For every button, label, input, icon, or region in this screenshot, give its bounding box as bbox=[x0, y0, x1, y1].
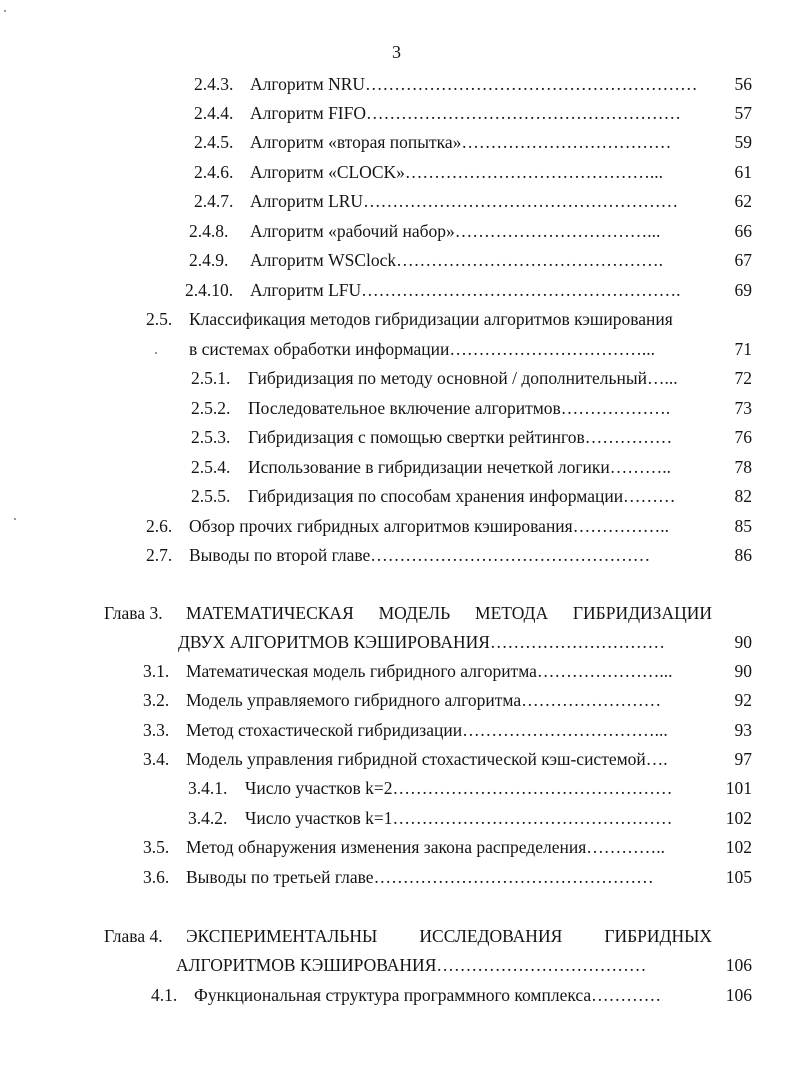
toc-entry bbox=[0, 278, 793, 302]
entry-page: 106 bbox=[725, 985, 752, 1005]
entry-number: 4.1. bbox=[151, 985, 178, 1005]
chapter-heading bbox=[0, 924, 793, 948]
entry-page: 56 bbox=[734, 74, 752, 94]
entry-title: Гибридизация с помощью свертки рейтингов…………… bbox=[248, 427, 673, 447]
toc-entry bbox=[0, 219, 793, 243]
toc-entry bbox=[0, 543, 793, 567]
entry-page: 82 bbox=[734, 486, 752, 506]
entry-page: 93 bbox=[734, 720, 752, 740]
entry-title: Модель управляемого гибридного алгоритма…………………… bbox=[186, 690, 662, 710]
entry-number: 2.5. bbox=[146, 309, 173, 329]
entry-number: 2.5.4. bbox=[191, 457, 231, 477]
entry-number: 3.6. bbox=[143, 867, 170, 887]
entry-title: Число участков k=2………………………………………… bbox=[245, 778, 673, 798]
entry-page: 102 bbox=[725, 837, 752, 857]
toc-entry bbox=[0, 983, 793, 1007]
entry-title: Алгоритм «вторая попытка»……………………………… bbox=[250, 132, 672, 152]
entry-page: 67 bbox=[734, 250, 752, 270]
entry-number: 2.4.6. bbox=[194, 162, 234, 182]
entry-number: 3.4. bbox=[143, 749, 170, 769]
entry-title: Алгоритм FIFO……………………………………………… bbox=[250, 103, 682, 123]
entry-page: 97 bbox=[734, 749, 752, 769]
entry-number: 3.3. bbox=[143, 720, 170, 740]
toc-entry bbox=[0, 835, 793, 859]
entry-title: Гибридизация по способам хранения информации……… bbox=[248, 486, 676, 506]
entry-page: 59 bbox=[734, 132, 752, 152]
toc-entry bbox=[0, 718, 793, 742]
entry-page: 62 bbox=[734, 191, 752, 211]
entry-page: 66 bbox=[734, 221, 752, 241]
toc-entry bbox=[0, 189, 793, 213]
toc-entry bbox=[0, 101, 793, 125]
entry-title: в системах обработки информации……………………………... bbox=[189, 339, 656, 359]
scan-speck bbox=[4, 10, 6, 12]
chapter-page: 90 bbox=[734, 632, 752, 652]
entry-number: 2.4.3. bbox=[194, 74, 234, 94]
entry-page: 69 bbox=[734, 280, 752, 300]
entry-number: 2.5.1. bbox=[191, 368, 231, 388]
entry-title: Классификация методов гибридизации алгоритмов кэширования bbox=[189, 309, 673, 329]
entry-title: Модель управления гибридной стохастической кэш-системой…. bbox=[186, 749, 668, 769]
entry-page: 78 bbox=[734, 457, 752, 477]
entry-page: 105 bbox=[725, 867, 752, 887]
toc-entry bbox=[0, 130, 793, 154]
chapter-heading-continuation bbox=[0, 953, 793, 977]
toc-entry bbox=[0, 72, 793, 96]
entry-page: 86 bbox=[734, 545, 752, 565]
scan-speck bbox=[14, 518, 16, 520]
entry-title: Гибридизация по методу основной / дополнительный…... bbox=[248, 368, 678, 388]
entry-title: Математическая модель гибридного алгоритма…………………... bbox=[186, 661, 673, 681]
chapter-label: Глава 3. bbox=[104, 603, 163, 623]
toc-entry bbox=[0, 160, 793, 184]
entry-page: 85 bbox=[734, 516, 752, 536]
page-number: 3 bbox=[392, 42, 401, 62]
scan-speck bbox=[155, 352, 157, 354]
toc-entry bbox=[0, 747, 793, 771]
entry-title: Алгоритм LFU………………………………………………. bbox=[250, 280, 681, 300]
entry-page: 76 bbox=[734, 427, 752, 447]
entry-title: Выводы по второй главе………………………………………… bbox=[189, 545, 651, 565]
toc-entry bbox=[0, 455, 793, 479]
toc-entry bbox=[0, 514, 793, 538]
entry-title: Алгоритм «рабочий набор»……………………………... bbox=[250, 221, 661, 241]
entry-page: 61 bbox=[734, 162, 752, 182]
toc-entry bbox=[0, 425, 793, 449]
entry-number: 3.2. bbox=[143, 690, 170, 710]
entry-page: 73 bbox=[734, 398, 752, 418]
entry-page: 102 bbox=[725, 808, 752, 828]
entry-title: Алгоритм «CLOCK»……………………………………... bbox=[250, 162, 664, 182]
chapter-title: АЛГОРИТМОВ КЭШИРОВАНИЯ……………………………… bbox=[176, 955, 647, 975]
entry-title: Выводы по третьей главе………………………………………… bbox=[186, 867, 654, 887]
entry-number: 2.5.2. bbox=[191, 398, 231, 418]
entry-page: 57 bbox=[734, 103, 752, 123]
entry-title: Обзор прочих гибридных алгоритмов кэширования…………….. bbox=[189, 516, 669, 536]
entry-number: 2.4.10. bbox=[185, 280, 234, 300]
chapter-title: МАТЕМАТИЧЕСКАЯ МОДЕЛЬ МЕТОДА ГИБРИДИЗАЦИИ bbox=[186, 603, 712, 623]
toc-entry bbox=[0, 484, 793, 508]
entry-title: Число участков k=1………………………………………… bbox=[245, 808, 673, 828]
toc-entry bbox=[0, 659, 793, 683]
entry-number: 2.4.8. bbox=[189, 221, 229, 241]
entry-title: Алгоритм WSClock………………………………………. bbox=[250, 250, 664, 270]
entry-page: 71 bbox=[734, 339, 752, 359]
entry-number: 2.6. bbox=[146, 516, 173, 536]
toc-entry bbox=[0, 248, 793, 272]
entry-page: 92 bbox=[734, 690, 752, 710]
entry-number: 2.7. bbox=[146, 545, 173, 565]
toc-entry bbox=[0, 307, 793, 331]
entry-title: Использование в гибридизации нечеткой логики……….. bbox=[248, 457, 672, 477]
chapter-heading bbox=[0, 601, 793, 625]
entry-page: 90 bbox=[734, 661, 752, 681]
chapter-page: 106 bbox=[725, 955, 752, 975]
entry-title: Метод стохастической гибридизации……………………………... bbox=[186, 720, 668, 740]
entry-number: 2.4.4. bbox=[194, 103, 234, 123]
entry-title: Метод обнаружения изменения закона распределения………….. bbox=[186, 837, 665, 857]
entry-title: Алгоритм LRU……………………………………………… bbox=[250, 191, 679, 211]
toc-entry bbox=[0, 806, 793, 830]
entry-number: 3.4.2. bbox=[188, 808, 228, 828]
entry-title: Последовательное включение алгоритмов………………. bbox=[248, 398, 671, 418]
toc-entry bbox=[0, 688, 793, 712]
chapter-label: Глава 4. bbox=[104, 926, 163, 946]
toc-entry bbox=[0, 396, 793, 420]
entry-number: 2.4.7. bbox=[194, 191, 234, 211]
chapter-title: ДВУХ АЛГОРИТМОВ КЭШИРОВАНИЯ………………………… bbox=[178, 632, 665, 652]
entry-page: 72 bbox=[734, 368, 752, 388]
entry-number: 2.4.5. bbox=[194, 132, 234, 152]
entry-title: Алгоритм NRU………………………………………………… bbox=[250, 74, 698, 94]
entry-number: 3.4.1. bbox=[188, 778, 228, 798]
chapter-title: ЭКСПЕРИМЕНТАЛЬНЫ ИССЛЕДОВАНИЯ ГИБРИДНЫХ bbox=[186, 926, 712, 946]
entry-number: 2.4.9. bbox=[189, 250, 229, 270]
entry-number: 2.5.3. bbox=[191, 427, 231, 447]
entry-number: 2.5.5. bbox=[191, 486, 231, 506]
toc-entry bbox=[0, 776, 793, 800]
chapter-heading-continuation bbox=[0, 630, 793, 654]
toc-entry-continuation bbox=[0, 337, 793, 361]
entry-page: 101 bbox=[725, 778, 752, 798]
entry-number: 3.5. bbox=[143, 837, 170, 857]
entry-title: Функциональная структура программного комплекса………… bbox=[194, 985, 662, 1005]
toc-entry bbox=[0, 865, 793, 889]
entry-number: 3.1. bbox=[143, 661, 170, 681]
toc-entry bbox=[0, 366, 793, 390]
